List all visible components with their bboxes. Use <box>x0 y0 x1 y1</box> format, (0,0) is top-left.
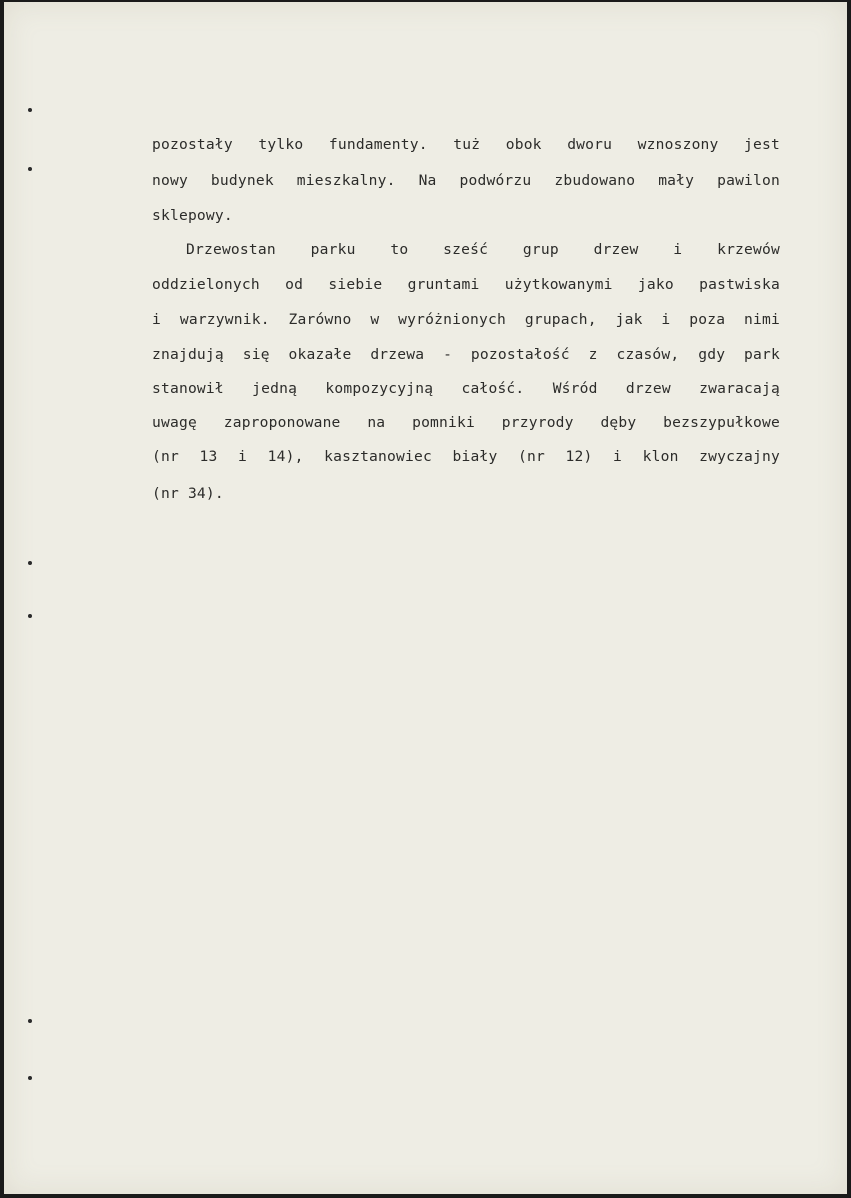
text-line: znajdują się okazałe drzewa - pozostałość z czasów, gdy park <box>152 346 780 363</box>
document-page <box>4 2 847 1194</box>
margin-mark <box>28 1019 32 1023</box>
margin-mark <box>28 561 32 565</box>
text-line: pozostały tylko fundamenty. tuż obok dworu wznoszony jest <box>152 136 780 153</box>
text-line: stanowił jedną kompozycyjną całość. Wśród drzew zwaracają <box>152 380 780 397</box>
text-line: (nr 34). <box>152 485 224 502</box>
text-line: oddzielonych od siebie gruntami użytkowanymi jako pastwiska <box>152 276 780 293</box>
text-line: (nr 13 i 14), kasztanowiec biały (nr 12) i klon zwyczajny <box>152 448 780 465</box>
text-line: sklepowy. <box>152 207 233 224</box>
text-line: i warzywnik. Zarówno w wyróżnionych grupach, jak i poza nimi <box>152 311 780 328</box>
margin-mark <box>28 167 32 171</box>
text-line: nowy budynek mieszkalny. Na podwórzu zbudowano mały pawilon <box>152 172 780 189</box>
text-line: Drzewostan parku to sześć grup drzew i krzewów <box>186 241 780 258</box>
margin-mark <box>28 614 32 618</box>
margin-mark <box>28 108 32 112</box>
margin-mark <box>28 1076 32 1080</box>
text-line: uwagę zaproponowane na pomniki przyrody dęby bezszypułkowe <box>152 414 780 431</box>
